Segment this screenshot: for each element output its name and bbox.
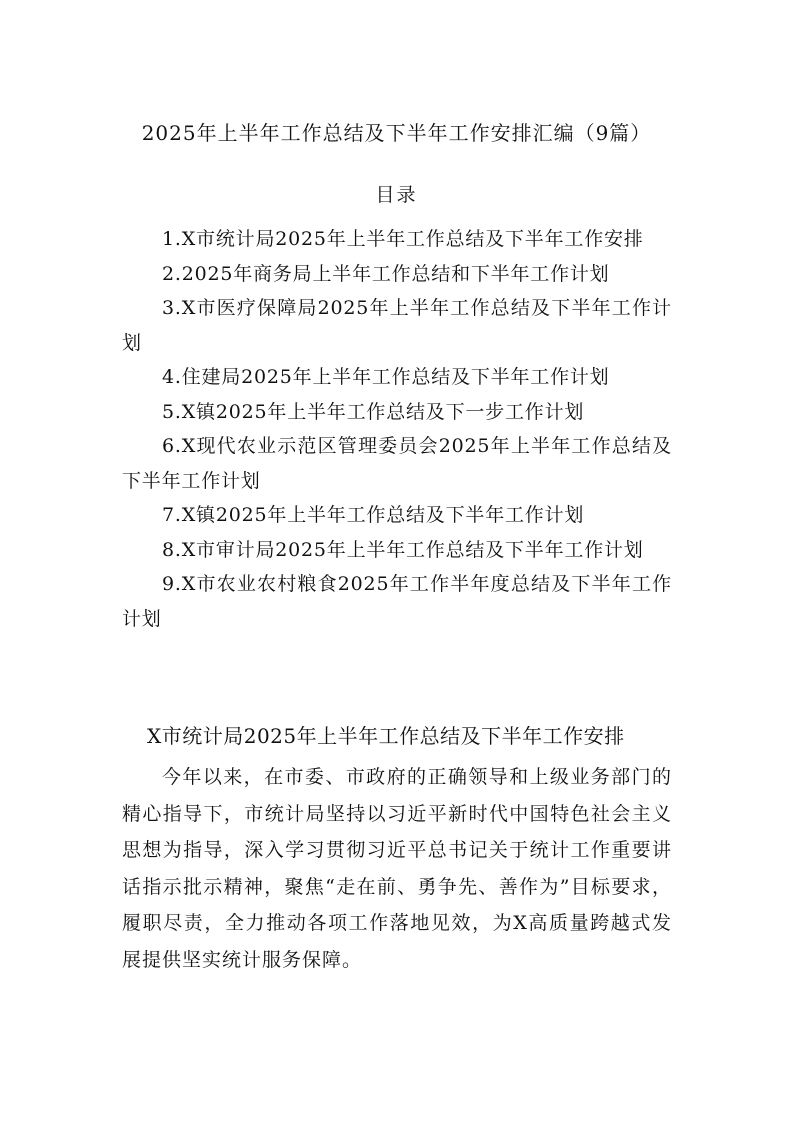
toc-item[interactable]: 7.X镇2025年上半年工作总结及下半年工作计划 [162,504,585,526]
toc-item[interactable]: 6.X现代农业示范区管理委员会2025年上半年工作总结及下半年工作计划 [122,435,672,492]
toc-item[interactable]: 9.X市农业农村粮食2025年工作半年度总结及下半年工作计划 [122,573,672,630]
body-paragraph: 今年以来，在市委、市政府的正确领导和上级业务部门的精心指导下，市统计局坚持以习近平新时代中国特色社会主义思想为指导，深入学习贯彻习近平总书记关于统计工作重要讲话指示批示精神，聚焦“走在前、勇争先、善作为”目标要求，履职尽责，全力推动各项工作落地见效，为X高质量跨越式发展提供坚实统计服务保障。 [122,766,672,971]
toc-heading: 目录 [375,184,418,206]
toc-item[interactable]: 3.X市医疗保障局2025年上半年工作总结及下半年工作计划 [122,297,672,354]
toc-item[interactable]: 1.X市统计局2025年上半年工作总结及下半年工作安排 [162,228,644,250]
document-title: 2025年上半年工作总结及下半年工作安排汇编（9篇） [141,121,652,145]
toc-item[interactable]: 5.X镇2025年上半年工作总结及下一步工作计划 [162,400,585,423]
toc-item[interactable]: 4.住建局2025年上半年工作总结及下半年工作计划 [162,366,610,388]
toc-item[interactable]: 2.2025年商务局上半年工作总结和下半年工作计划 [162,262,610,285]
table-of-contents [122,222,672,636]
section-title: X市统计局2025年上半年工作总结及下半年工作安排 [147,724,625,748]
toc-item[interactable]: 8.X市审计局2025年上半年工作总结及下半年工作计划 [162,538,644,561]
